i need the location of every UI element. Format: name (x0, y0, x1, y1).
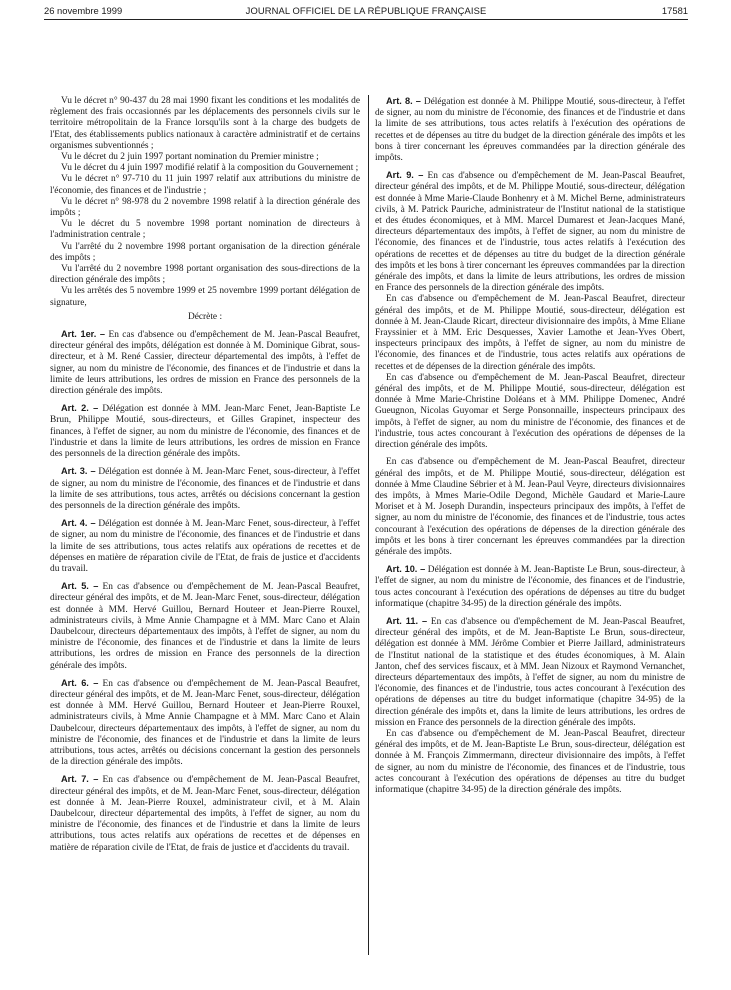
article-5 (50, 581, 360, 672)
visa-paragraph: Vu le décret du 2 juin 1997 portant nomination du Premier ministre ; (61, 152, 319, 163)
article-11-paragraph-2: En cas d'absence ou d'empêchement de M. Jean-Pascal Beaufret, directeur général des impôts, et de M. Jean-Baptiste Le Brun, sous-directeur, délégation est donnée à M. François Zimmermann, directeur divisionnaire des impôts, à l'effet de signer, au nom du ministre de l'économie, des finances et de l'industrie, tous actes concourant à l'exécution des opérations de dépenses au titre du budget informatique (chapitre 34-95) de la direction générale des impôts. (375, 728, 685, 795)
visa-paragraph: Vu le décret n° 98-978 du 2 novembre 1998 relatif à la direction générale des impôts ; (50, 196, 360, 219)
article-label: Art. 3. – (61, 466, 96, 477)
header-rule (44, 19, 688, 20)
article-text: En cas d'absence ou d'empêchement de M. Jean-Pascal Beaufret, directeur général des impôts, et de M. Jean-Marc Fenet, sous-directeur, délégation est donnée à MM. Hervé Guillou, Bernard Houteer et Jean-Pierre Rouxel, administrateurs civils, à Mme Annie Champagne et à MM. Marc Cano et Alain Daubelcour, directeurs départementaux des impôts, à l'effet de signer, au nom du ministre de l'économie, des finances et de l'industrie et dans la limite de leurs attributions, tous actes, arrêtés ou décisions concernant la gestion des personnels de la direction générale des impôts. (50, 678, 360, 768)
article-label: Art. 10. – (386, 564, 426, 575)
article-label: Art. 1er. – (61, 329, 106, 340)
article-1 (50, 329, 360, 397)
article-text: En cas d'absence ou d'empêchement de M. Jean-Pascal Beaufret, directeur général des impôts, et de M. Jean-Baptiste Le Brun, sous-directeur, délégation est donnée à MM. Jérôme Combier et Pierre Jaillard, administrateurs de l'Institut national de la statistique et des études économiques, à M. Alain Janton, chef des services fiscaux, et à MM. Jean Nizoux et Raymond Vernanchet, directeurs départementaux des impôts, à l'effet de signer, au nom du ministre de l'économie, des finances et de l'industrie, tous actes concourant à l'exécution des opérations de dépenses au titre du budget informatique (chapitre 34-95) de la direction générale des impôts et, dans la limite de leurs attributions, les ordres de mission en France des personnels de la direction générale des impôts. (375, 616, 685, 728)
article-label: Art. 11. – (386, 615, 428, 626)
article-text: Délégation est donnée à M. Jean-Marc Fenet, sous-directeur, à l'effet de signer, au nom du ministre de l'économie, des finances et de l'industrie et dans la limite de ses attributions, tous actes, arrêtés ou décisions concernant la gestion des personnels de la direction générale des impôts. (50, 467, 361, 511)
left-column (50, 96, 360, 854)
visa-paragraph: Vu le décret n° 90-437 du 28 mai 1990 fixant les conditions et les modalités de règlement des frais occasionnés par les déplacements des personnels civils sur le territoire métropolitain de la France lorsqu'ils sont à la charge des budgets de l'Etat, des établissements publics nationaux à caractère administratif et de certains organismes subventionnés ; (50, 96, 360, 151)
article-text: En cas d'absence ou d'empêchement de M. Jean-Pascal Beaufret, directeur général des impôts, et de M. Philippe Moutié, sous-directeur, délégation est donnée à Mme Marie-Claude Bonhenry et à M. Michel Berne, administrateurs civils, à M. Patrick Pauriche, administrateur de l'Institut national de la statistique et des études économiques, et à MM. Marcel Dumarest et Jean-Jacques Mané, directeurs départementaux des impôts, à l'effet de signer, au nom du ministre de l'économie, des finances et de l'industrie, tous actes relatifs à l'exécution des opérations de recettes et de dépenses au titre du budget de la direction générale des impôts et les bons à tirer concernant les épreuves commandées par la direction générale des impôts, et dans la limite de leurs attributions, les ordres de mission en France des personnels de la direction générale des impôts. (375, 171, 685, 294)
article-2 (50, 403, 360, 460)
article-7 (50, 774, 360, 853)
visa-paragraph: Vu l'arrêté du 2 novembre 1998 portant organisation des sous-directions de la direction générale des impôts ; (50, 264, 360, 286)
article-9 (375, 170, 685, 294)
visa-paragraph: Vu l'arrêté du 2 novembre 1998 portant organisation de la direction générale des impôts ; (50, 241, 360, 263)
visa-paragraph: Vu le décret du 4 juin 1997 modifié relatif à la composition du Gouvernement ; (61, 163, 359, 174)
article-label: Art. 4. – (61, 518, 96, 529)
article-label: Art. 5. – (61, 581, 99, 592)
article-11 (375, 616, 685, 729)
article-label: Art. 8. – (386, 96, 421, 106)
article-9-paragraph-2: En cas d'absence ou d'empêchement de M. Jean-Pascal Beaufret, directeur général des impôts, et de M. Philippe Moutié, sous-directeur, délégation est donnée à M. Jean-Claude Ricart, directeur divisionnaire des impôts, à Mme Eliane Frayssinier et à MM. Eric Desquesses, Xavier Lamothe et Jean-Yves Obert, inspecteurs principaux des impôts, à l'effet de signer, au nom du ministre de l'économie, des finances et de l'industrie, tous actes relatifs aux opérations de recettes et de dépenses de la direction générale des impôts. (375, 294, 685, 372)
right-column (375, 96, 685, 796)
header-date: 26 novembre 1999 (44, 5, 123, 16)
article-label: Art. 6. – (61, 677, 99, 688)
article-10 (375, 564, 685, 610)
article-9-paragraph-4: En cas d'absence ou d'empêchement de M. Jean-Pascal Beaufret, directeur général des impôts, et de M. Philippe Moutié, sous-directeur, délégation est donnée à Mme Claudine Sébrier et à M. Jean-Paul Veyre, directeurs divisionnaires des impôts, à Mmes Marie-Odile Degond, Michèle Gaudard et Marie-Laure Moriset et à M. Joseph Durandin, inspecteurs principaux des impôts, à l'effet de signer, au nom du ministre de l'économie, des finances et de l'industrie, tous actes concourant à l'exécution des opérations de dépenses de la direction générale des impôts et les bons à tirer concernant les épreuves commandées par la direction générale des impôts. (375, 457, 685, 557)
article-9-paragraph-3: En cas d'absence ou d'empêchement de M. Jean-Pascal Beaufret, directeur général des impôts, et de M. Philippe Moutié, sous-directeur, délégation est donnée à Mme Marie-Christine Doléans et à MM. Philippe Domenec, André Gueugnon, Nicolas Guyomar et Serge Ponsonnaille, inspecteurs principaux des impôts, à l'effet de signer, au nom du ministre de l'économie, des finances et de l'industrie, tous actes concourant à l'exécution des opérations de dépenses de la direction générale des impôts. (375, 372, 685, 451)
article-text: Délégation est donnée à M. Philippe Moutié, sous-directeur, à l'effet de signer, au nom du ministre de l'économie, des finances et de l'industrie et dans la limite de ses attributions, tous actes relatifs à l'exécution des opérations de recettes et de dépenses au titre du budget de la direction générale des impôts et les bons à tirer concernant les épreuves commandées par la direction générale des impôts. (375, 97, 685, 164)
article-text: En cas d'absence ou d'empêchement de M. Jean-Pascal Beaufret, directeur général des impôts, et de M. Jean-Marc Fenet, sous-directeur, délégation est donnée à M. Jean-Pierre Rouxel, administrateur civil, et à M. Alain Daubelcour, directeur départemental des impôts, à l'effet de signer, au nom du ministre de l'économie, des finances et de l'industrie et dans la limite de leurs attributions, tous actes relatifs aux opérations de recettes et de dépenses en matière de réparation civile de l'Etat, de frais de justice et d'accidents du travail. (50, 775, 360, 853)
article-8 (375, 96, 685, 164)
visa-paragraph: Vu le décret n° 97-710 du 11 juin 1997 relatif aux attributions du ministre de l'économie, des finances et de l'industrie ; (50, 174, 360, 196)
article-text: En cas d'absence ou d'empêchement de M. Jean-Pascal Beaufret, directeur général des impôts, délégation est donnée à M. Dominique Gibrat, sous-directeur, et à M. René Cassier, directeur départemental des impôts, à l'effet de signer, au nom du ministre de l'économie, des finances et de l'industrie et dans la limite de leurs attributions, les ordres de mission en France des personnels de la direction générale des impôts. (50, 330, 360, 397)
article-text: En cas d'absence ou d'empêchement de M. Jean-Pascal Beaufret, directeur général des impôts, et de M. Jean-Marc Fenet, sous-directeur, délégation est donnée à MM. Hervé Guillou, Bernard Houteer et Jean-Pierre Rouxel, administrateurs civils, à Mme Annie Champagne et à MM. Marc Cano et Alain Daubelcour, directeurs départementaux des impôts, à l'effet de signer, au nom du ministre de l'économie, des finances et de l'industrie et dans la limite de leurs attributions, les ordres de mission en France des personnels de la direction générale des impôts. (50, 582, 360, 671)
article-4 (50, 518, 360, 575)
article-3 (50, 466, 360, 512)
header-journal-title: JOURNAL OFFICIEL DE LA RÉPUBLIQUE FRANÇAISE (245, 5, 487, 16)
article-text: Délégation est donnée à M. Jean-Marc Fenet, sous-directeur, à l'effet de signer, au nom du ministre de l'économie, des finances et de l'industrie et dans la limite de ses attributions, tous actes relatifs aux opérations de recettes et de dépenses en matière de réparation civile de l'Etat, de frais de justice et d'accidents du travail. (50, 519, 361, 574)
article-6 (50, 678, 360, 769)
header-page-number: 17581 (661, 5, 688, 16)
page-header (44, 2, 688, 18)
visa-paragraph: Vu les arrêtés des 5 novembre 1999 et 25 novembre 1999 portant délégation de signature, (50, 286, 360, 308)
article-text: Délégation est donnée à MM. Jean-Marc Fenet, Jean-Baptiste Le Brun, Philippe Moutié, sous-directeurs, et Gilles Grapinet, inspecteur des finances, à l'effet de signer, au nom du ministre de l'économie, des finances et de l'industrie et dans la limite de leurs attributions, les ordres de mission en France des personnels de la direction générale des impôts. (50, 404, 361, 460)
article-text: Délégation est donnée à M. Jean-Baptiste Le Brun, sous-directeur, à l'effet de signer, au nom du ministre de l'économie, des finances et de l'industrie, tous actes concourant à l'exécution des opérations de dépenses au titre du budget informatique (chapitre 34-95) de la direction générale des impôts. (375, 565, 686, 609)
article-label: Art. 2. – (61, 403, 99, 414)
article-label: Art. 7. – (61, 774, 99, 785)
visa-paragraph: Vu le décret du 5 novembre 1998 portant nomination de directeurs à l'administration centrale ; (50, 219, 360, 241)
column-divider (368, 95, 369, 955)
decrete-heading: Décrète : (187, 311, 223, 322)
article-label: Art. 9. – (386, 170, 424, 181)
